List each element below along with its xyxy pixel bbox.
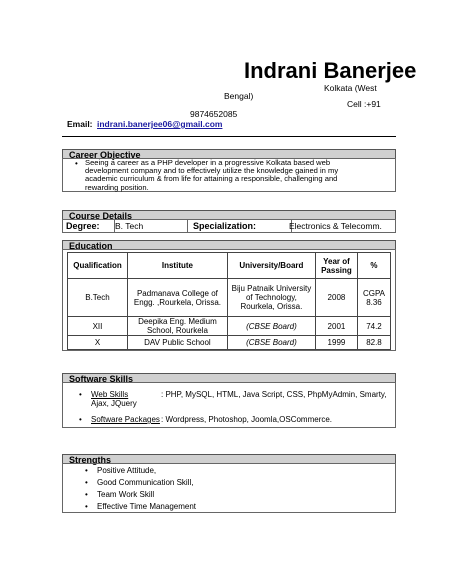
web-skills-value: : PHP, MySQL, HTML, Java Script, CSS, PhpMyAdmin, Smarty, — [161, 390, 387, 399]
education-heading: Education — [62, 240, 396, 250]
col-institute: Institute — [127, 253, 227, 279]
cell: (CBSE Board) — [227, 336, 315, 350]
header-divider — [62, 136, 396, 137]
bullet-icon: • — [79, 390, 82, 399]
cell: Biju Patnaik University of Technology, Rourkela, Orissa. — [227, 279, 315, 317]
bullet-icon: • — [85, 502, 88, 511]
cell: 74.2 — [357, 317, 390, 336]
software-packages-value: : Wordpress, Photoshop, Joomla,OSCommerce. — [161, 415, 333, 424]
course-details-row — [62, 219, 396, 233]
list-item: • Team Work Skill — [85, 490, 155, 499]
cell: CGPA 8.36 — [357, 279, 390, 317]
address-line1: Kolkata (West — [324, 83, 377, 93]
bullet-icon: • — [85, 466, 88, 475]
table-row — [68, 336, 391, 350]
col-percent: % — [357, 253, 390, 279]
cell: 82.8 — [357, 336, 390, 350]
cell: Padmanava College of Engg. ,Rourkela, Orissa. — [127, 279, 227, 317]
list-item: • Good Communication Skill, — [85, 478, 194, 487]
web-skills-label: Web Skills — [91, 390, 129, 399]
list-item: • Effective Time Management — [85, 502, 197, 511]
strengths-heading: Strengths — [62, 454, 396, 464]
cell: 1999 — [315, 336, 357, 350]
course-details-heading: Course Details — [62, 210, 396, 220]
strengths-box — [62, 463, 396, 513]
col-qualification: Qualification — [68, 253, 128, 279]
career-objective-heading: Career Objective — [62, 149, 396, 159]
education-table — [67, 252, 391, 350]
software-skills-box — [62, 382, 396, 428]
col-year: Year of Passing — [315, 253, 357, 279]
cell: 2008 — [315, 279, 357, 317]
career-objective-box — [62, 158, 396, 192]
address-line2: Bengal) — [224, 91, 254, 101]
cell: X — [68, 336, 128, 350]
cell: DAV Public School — [127, 336, 227, 350]
cell-label: Cell :+91 — [347, 99, 381, 109]
table-header-row — [68, 253, 391, 279]
bullet-icon: • — [79, 415, 82, 424]
bullet-icon: • — [85, 478, 88, 487]
bullet-icon: • — [75, 159, 78, 168]
col-university: University/Board — [227, 253, 315, 279]
candidate-name: Indrani Banerjee — [244, 58, 417, 83]
cell: 2001 — [315, 317, 357, 336]
strengths-list — [83, 466, 196, 511]
education-box — [62, 249, 396, 351]
cell-number: 9874652085 — [190, 109, 238, 119]
career-objective-text: Seeing a career as a PHP developer in a progressive Kolkata based web development company and to effectively utilize the knowledge gained in my academic curriculum & from life for attaining a responsible, challenging and rewarding position. — [85, 158, 339, 192]
web-skills-value-cont: Ajax, JQuery — [91, 399, 137, 408]
software-skills-heading: Software Skills — [62, 373, 396, 383]
cell: B.Tech — [68, 279, 128, 317]
cell: (CBSE Board) — [227, 317, 315, 336]
specialization-value: Electronics & Telecomm. — [289, 221, 382, 231]
table-row — [68, 317, 391, 336]
degree-label: Degree: — [63, 220, 115, 232]
cell: XII — [68, 317, 128, 336]
list-item: • Positive Attitude, — [85, 466, 157, 475]
software-packages-label: Software Packages — [91, 415, 160, 424]
table-row — [68, 279, 391, 317]
email-label: Email: — [67, 119, 93, 129]
bullet-icon: • — [85, 490, 88, 499]
degree-value: B. Tech — [115, 221, 144, 231]
email-link[interactable]: indrani.banerjee06@gmail.com — [97, 119, 223, 129]
specialization-label: Specialization: — [187, 220, 292, 232]
cell: Deepika Eng. Medium School, Rourkela — [127, 317, 227, 336]
